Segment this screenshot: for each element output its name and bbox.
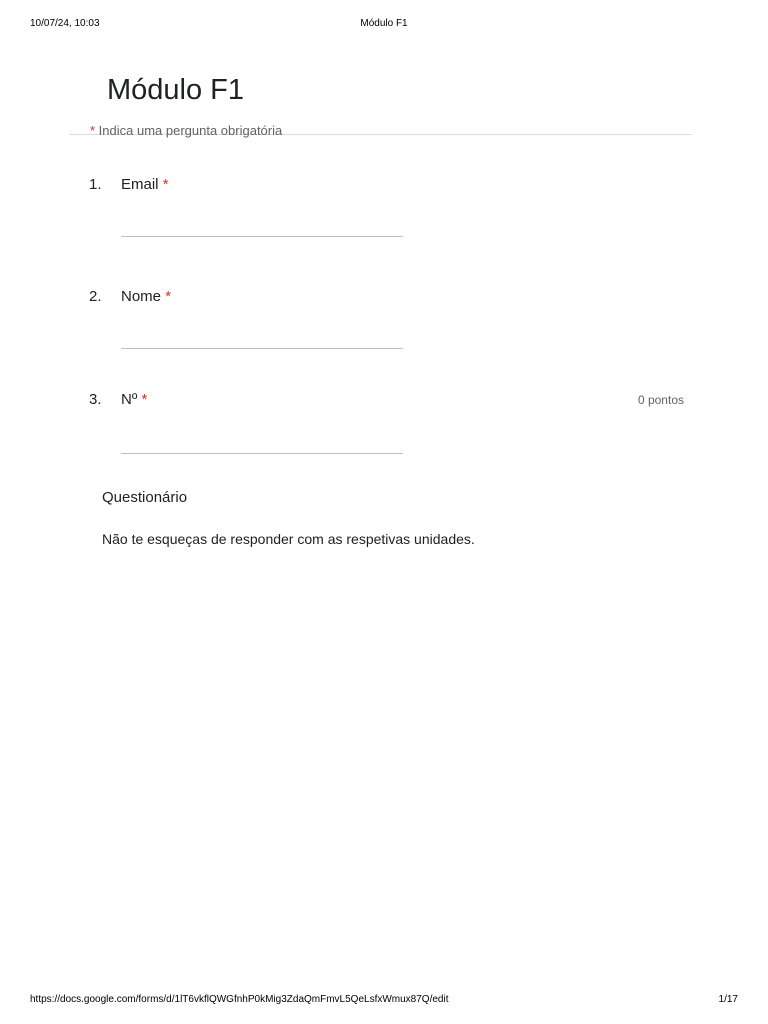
question-label-text: Nº bbox=[121, 391, 138, 408]
question-number: 1. bbox=[89, 176, 102, 193]
numero-input-line[interactable] bbox=[121, 453, 403, 454]
email-input-line[interactable] bbox=[121, 236, 403, 237]
question-points: 0 pontos bbox=[637, 393, 684, 407]
print-footer bbox=[30, 994, 738, 1008]
required-note-text: Indica uma pergunta obrigatória bbox=[95, 123, 283, 138]
print-document-title: Módulo F1 bbox=[360, 18, 408, 29]
form-title: Módulo F1 bbox=[107, 74, 245, 106]
question-number: 2. bbox=[89, 288, 102, 305]
question-label bbox=[121, 391, 147, 408]
question-label bbox=[121, 176, 169, 193]
required-star: * bbox=[165, 288, 172, 305]
question-label-text: Nome bbox=[121, 288, 162, 305]
required-note bbox=[90, 123, 282, 139]
required-star: * bbox=[90, 123, 96, 138]
required-star: * bbox=[141, 391, 148, 408]
page-number: 1/17 bbox=[718, 994, 738, 1005]
section-description: Não te esqueças de responder com as respetivas unidades. bbox=[102, 531, 475, 547]
question-number: 3. bbox=[89, 391, 102, 408]
print-date: 10/07/24, 10:03 bbox=[30, 18, 100, 29]
question-label-text: Email bbox=[121, 176, 159, 193]
required-star: * bbox=[162, 176, 169, 193]
print-url: https://docs.google.com/forms/d/1lT6vkflQWGfnhP0kMig3ZdaQmFmvL5QeLsfxWmux87Q/edit bbox=[30, 994, 449, 1005]
print-header bbox=[30, 18, 738, 32]
question-label bbox=[121, 288, 171, 305]
section-title: Questionário bbox=[102, 489, 188, 506]
nome-input-line[interactable] bbox=[121, 348, 403, 349]
